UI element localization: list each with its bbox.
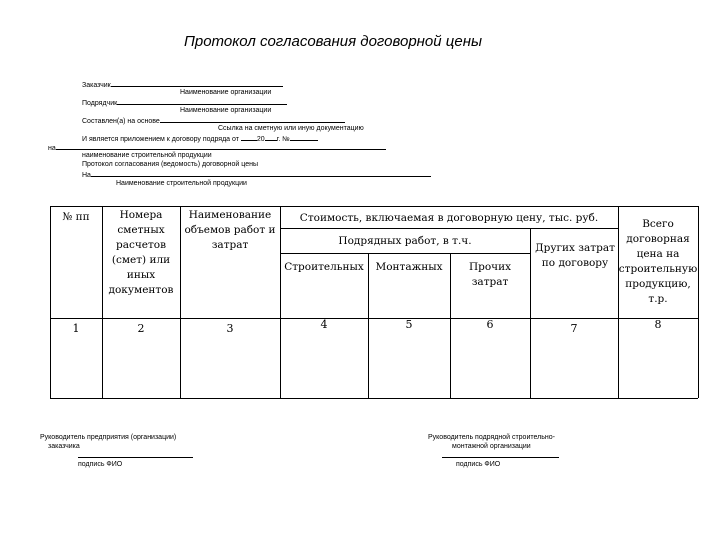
- table-border-right: [698, 206, 699, 398]
- contractor-label: Подрядчик: [82, 100, 118, 107]
- header-contract-group: Подрядных работ, в т.ч.: [338, 234, 472, 247]
- customer-hint: Наименование организации: [180, 89, 272, 96]
- header-total: Всего договорная цена на строительную продукцию, т.р.: [618, 218, 698, 305]
- col-number-1: 1: [72, 322, 80, 335]
- document-title: Протокол согласования договорной цены: [184, 33, 482, 50]
- basis-blank: [160, 116, 345, 123]
- contract-group-divider: [280, 253, 530, 254]
- on-blank: [56, 143, 386, 150]
- header-cost-group: Стоимость, включаемая в договорную цену, тыс. руб.: [299, 211, 599, 224]
- customer-label: Заказчик: [82, 82, 111, 89]
- table-border-top: [50, 206, 698, 207]
- col-divider-3: [280, 206, 281, 398]
- contractor-hint: Наименование организации: [180, 107, 272, 114]
- header-col2: Номера сметных расчетов (смет) или иных документов: [108, 209, 174, 296]
- table-border-left: [50, 206, 51, 398]
- header-other-by-contract: Других затрат по договору: [535, 242, 615, 269]
- col-number-4: 4: [320, 318, 328, 331]
- basis-hint: Ссылка на сметную или иную документацию: [218, 125, 364, 132]
- left-signature-line: [78, 457, 193, 458]
- basis-label: Составлен(а) на основе: [82, 118, 160, 125]
- left-signature-title2: заказчика: [48, 443, 80, 450]
- on2-hint: Наименование строительной продукции: [116, 180, 247, 187]
- col-number-5: 5: [405, 318, 413, 331]
- on2-line: [82, 170, 431, 180]
- customer-blank: [111, 80, 283, 87]
- on-hint: наименование строительной продукции: [82, 152, 212, 159]
- protocol-line: Протокол согласования (ведомость) договорной цены: [82, 161, 259, 168]
- annex-year: 20: [256, 136, 265, 143]
- table-border-bottom: [50, 398, 698, 399]
- annex-year-blank: [265, 134, 277, 141]
- col-number-2: 2: [137, 322, 145, 335]
- annex-prefix: И является приложением к договору подряда от: [82, 136, 239, 143]
- cost-group-divider: [280, 228, 618, 229]
- annex-day-blank: [241, 134, 257, 141]
- col-number-8: 8: [654, 318, 662, 331]
- on2-label: На: [82, 172, 91, 179]
- col-number-3: 3: [226, 322, 234, 335]
- header-other-costs: Прочих затрат: [468, 261, 512, 288]
- header-col1: № пп: [62, 210, 90, 223]
- header-construction: Строительных: [284, 260, 364, 273]
- col-number-7: 7: [570, 322, 578, 335]
- annex-number-blank: [290, 134, 318, 141]
- col-divider-2: [180, 206, 181, 398]
- col-divider-7: [530, 228, 531, 398]
- left-signature-caption: подпись ФИО: [78, 461, 123, 468]
- contractor-blank: [117, 98, 287, 105]
- on-label: на: [48, 145, 56, 152]
- right-signature-title: Руководитель подрядной строительно-: [428, 434, 555, 441]
- header-installation: Монтажных: [375, 260, 443, 273]
- col-number-6: 6: [486, 318, 494, 331]
- right-signature-caption: подпись ФИО: [456, 461, 501, 468]
- on2-blank: [91, 170, 431, 177]
- col-divider-1: [102, 206, 103, 398]
- left-signature-title: Руководитель предприятия (организации): [40, 434, 177, 441]
- right-signature-line: [442, 457, 559, 458]
- header-col3: Наименование объемов работ и затрат: [184, 209, 276, 251]
- right-signature-title2: монтажной организации: [452, 443, 531, 450]
- annex-year-suffix: г. №: [276, 136, 290, 143]
